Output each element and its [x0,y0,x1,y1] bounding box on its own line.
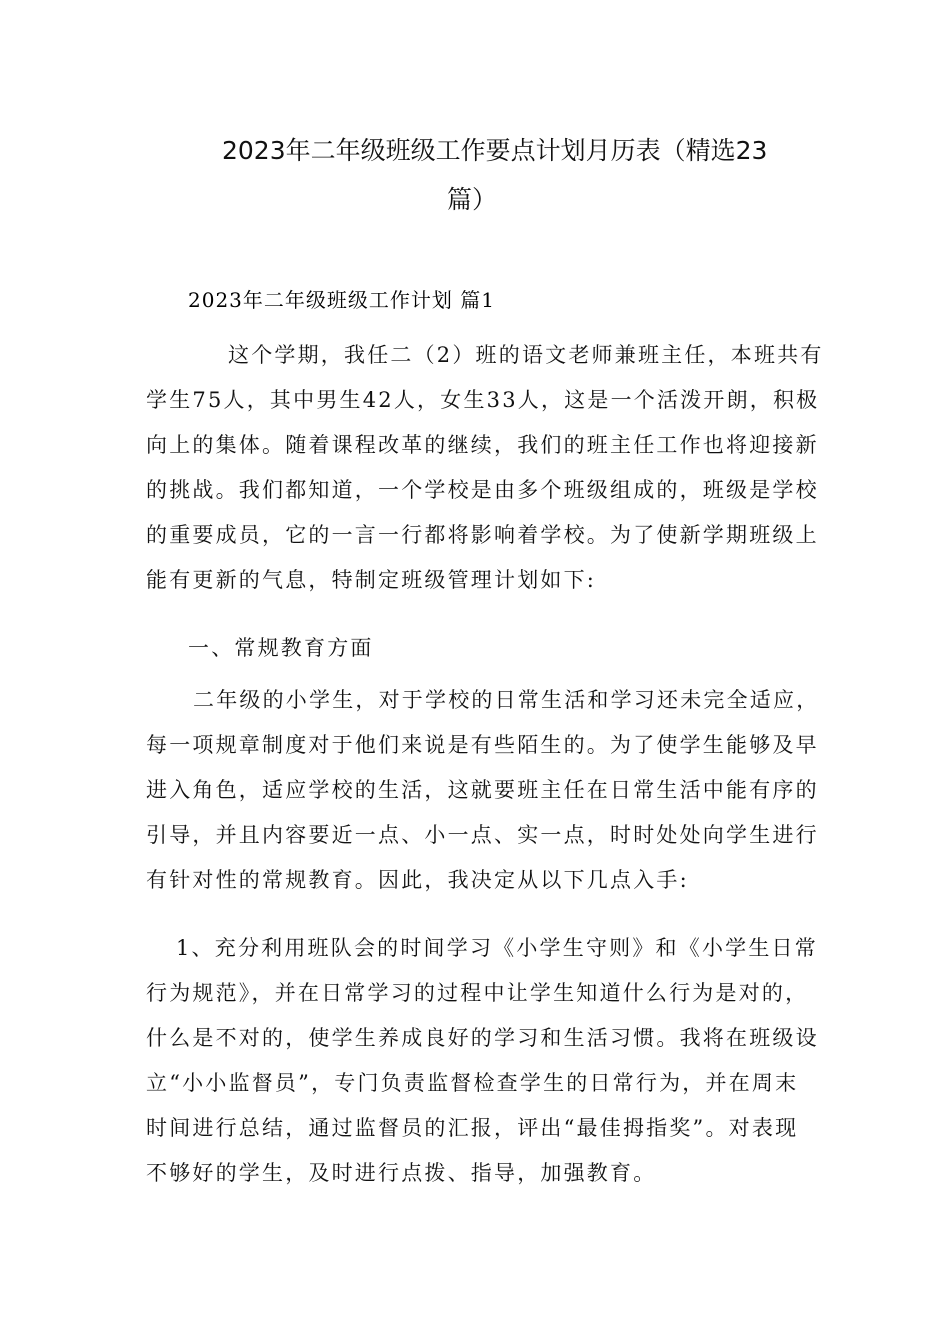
paragraph-line: 行为规范》，并在日常学习的过程中让学生知道什么行为是对的， [146,981,809,1005]
paragraph-line: 什么是不对的，使学生养成良好的学习和生活习惯。我将在班级设 [146,1026,819,1050]
paragraph-line: 的重要成员，它的一言一行都将影响着学校。为了使新学期班级上 [146,523,819,547]
paragraph-line: 学生75人，其中男生42人，女生33人，这是一个活泼开朗，积极 [146,388,820,412]
paragraph-line: 立“小小监督员”，专门负责监督检查学生的日常行为，并在周末 [146,1071,799,1095]
paragraph-line: 时间进行总结，通过监督员的汇报，评出“最佳拇指奖”。对表现 [146,1116,799,1140]
paragraph-line: 每一项规章制度对于他们来说是有些陌生的。为了使学生能够及早 [146,733,819,757]
section-heading: 2023年二年级班级工作计划 篇1 [188,288,495,312]
paragraph-line: 不够好的学生，及时进行点拨、指导，加强教育。 [146,1161,657,1185]
paragraph-line: 能有更新的气息，特制定班级管理计划如下: [146,568,597,592]
document-title-line-1: 2023年二年级班级工作要点计划月历表（精选23 [222,136,768,165]
paragraph-line: 有针对性的常规教育。因此，我决定从以下几点入手: [146,868,689,892]
paragraph-line: 这个学期，我任二（2）班的语文老师兼班主任，本班共有 [228,343,824,367]
paragraph-line: 向上的集体。随着课程改革的继续，我们的班主任工作也将迎接新 [146,433,819,457]
paragraph-line: 二年级的小学生，对于学校的日常生活和学习还未完全适应， [193,688,820,712]
section-subheading: 一、常规教育方面 [188,636,374,660]
paragraph-line: 1、充分利用班队会的时间学习《小学生守则》和《小学生日常 [176,936,818,960]
document-title-line-2: 篇） [447,185,498,214]
paragraph-line: 引导，并且内容要近一点、小一点、实一点，时时处处向学生进行 [146,823,819,847]
paragraph-line: 的挑战。我们都知道，一个学校是由多个班级组成的，班级是学校 [146,478,819,502]
paragraph-line: 进入角色，适应学校的生活，这就要班主任在日常生活中能有序的 [146,778,819,802]
